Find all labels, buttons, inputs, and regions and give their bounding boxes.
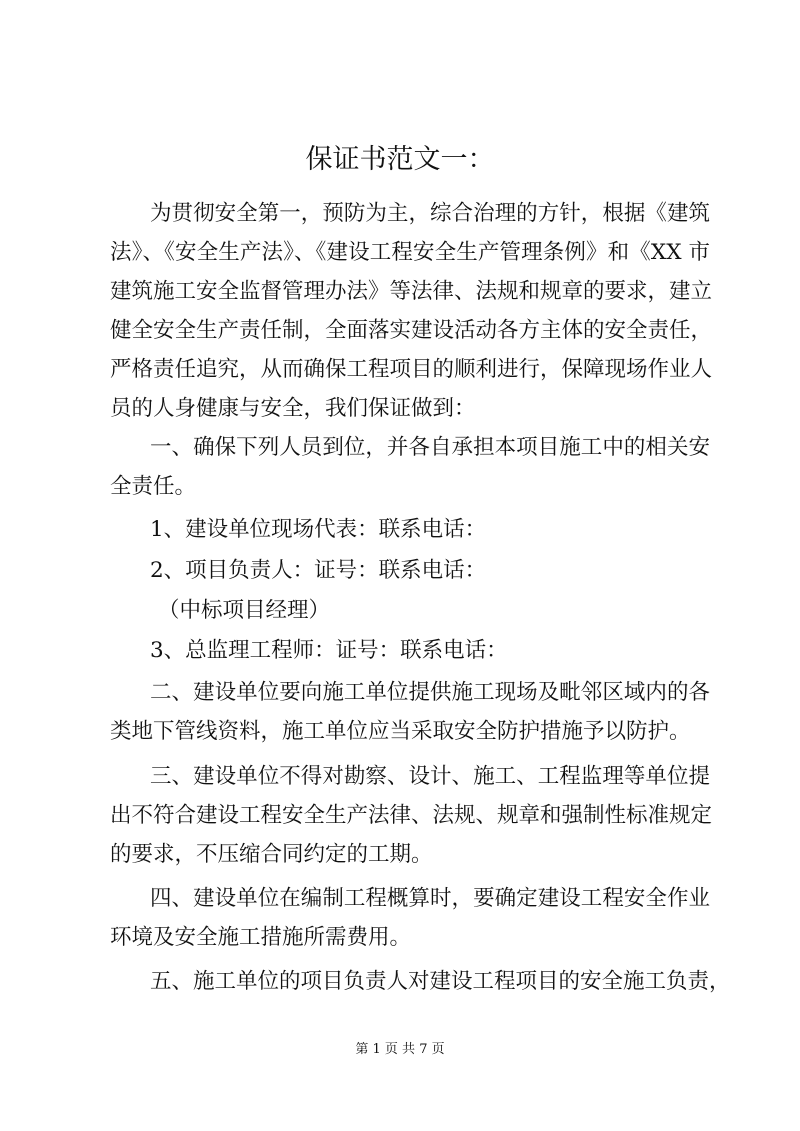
paragraph-line: 二、建设单位要向施工单位提供施工现场及毗邻区域内的各 (150, 680, 710, 705)
paragraph-line: 五、施工单位的项目负责人对建设工程项目的安全施工负责， (150, 969, 731, 994)
paragraph-line: 1、建设单位现场代表：联系电话： (150, 517, 487, 542)
paragraph-line: 环境及安全施工措施所需费用。 (110, 925, 412, 950)
paragraph-line: 全责任。 (110, 474, 197, 499)
paragraph-line: 严格责任追究，从而确保工程项目的顺利进行，保障现场作业人 (110, 357, 713, 382)
paragraph-line: 为贯彻安全第一，预防为主，综合治理的方针，根据《建筑 (150, 201, 710, 226)
paragraph-line: （中标项目经理） (158, 598, 331, 623)
paragraph-line: 2、项目负责人：证号：联系电话： (150, 558, 487, 583)
paragraph-line: 3、总监理工程师：证号：联系电话： (150, 638, 508, 663)
paragraph-line: 出不符合建设工程安全生产法律、法规、规章和强制性标准规定 (110, 803, 713, 828)
paragraph-line: 类地下管线资料，施工单位应当采取安全防护措施予以防护。 (110, 719, 691, 744)
paragraph-line: 四、建设单位在编制工程概算时，要确定建设工程安全作业 (150, 886, 710, 911)
paragraph-line: 法》、《安全生产法》、《建设工程安全生产管理条例》和《XX 市 (110, 240, 710, 265)
paragraph-line: 一、确保下列人员到位，并各自承担本项目施工中的相关安 (150, 435, 710, 460)
paragraph-line: 健全安全生产责任制，全面落实建设活动各方主体的安全责任， (110, 318, 713, 343)
document-title: 保证书范文一： (305, 144, 495, 175)
paragraph-line: 员的人身健康与安全，我们保证做到： (110, 396, 476, 421)
paragraph-line: 三、建设单位不得对勘察、设计、施工、工程监理等单位提 (150, 764, 710, 789)
page-footer: 第 1 页 共 7 页 (355, 1042, 445, 1057)
paragraph-line: 建筑施工安全监督管理办法》等法律、法规和规章的要求，建立 (110, 279, 713, 304)
paragraph-line: 的要求，不压缩合同约定的工期。 (110, 842, 433, 867)
